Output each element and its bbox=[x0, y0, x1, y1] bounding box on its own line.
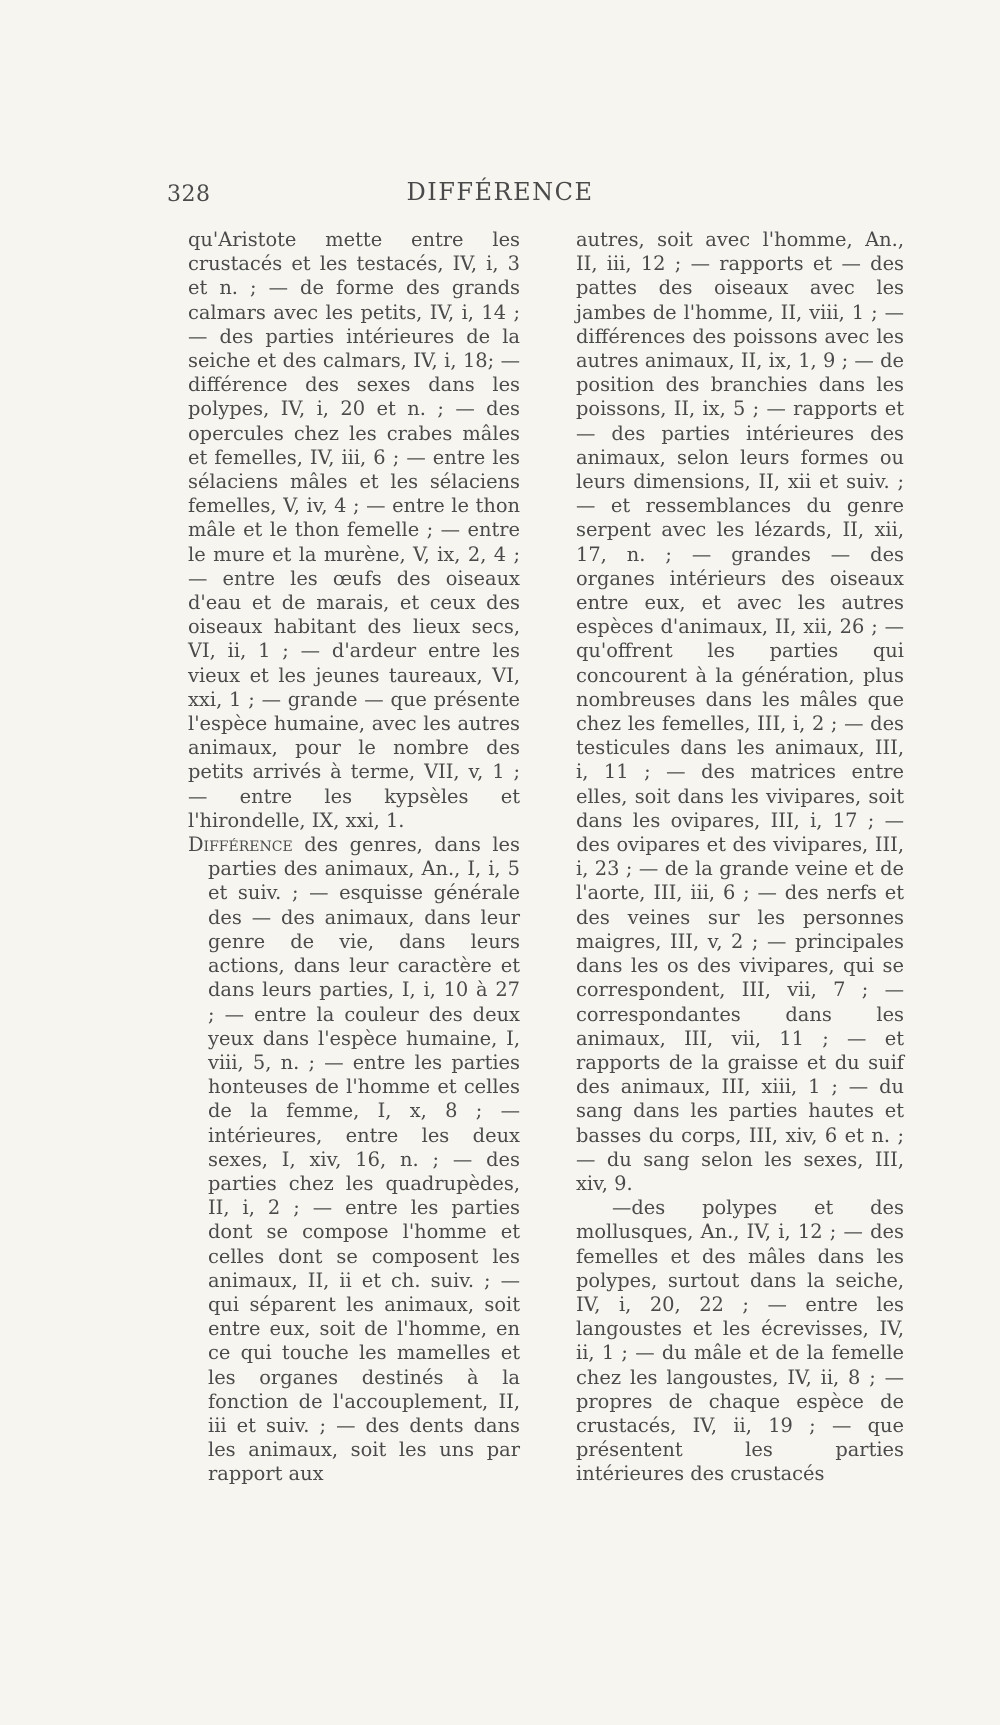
left-paragraph-continuation: qu'Aristote mette entre les crustacés et les testacés, IV, i, 3 et n. ; — de forme des grands calmars avec les petits, IV, i, 14 ; — des parties intérieures de la seiche et des calmars, IV, i, 18; — différence des sexes dans les polypes, IV, i, 20 et n. ; — des opercules chez les crabes mâles et femelles, IV, iii, 6 ; — entre les sélaciens mâles et les sélaciens femelles, V, iv, 4 ; — entre le thon mâle et le thon femelle ; — entre le mure et la murène, V, ix, 2, 4 ; — entre les œufs des oiseaux d'eau et de marais, et ceux des oiseaux habitant des lieux secs, VI, ii, 1 ; — d'ardeur entre les vieux et les jeunes taureaux, VI, xxi, 1 ; — grande — que présente l'espèce humaine, avec les autres animaux, pour le nombre des petits arrivés à terme, VII, v, 1 ; — entre les kypsèles et l'hirondelle, IX, xxi, 1. bbox=[188, 228, 520, 832]
entry-headword: Différence bbox=[188, 833, 293, 857]
right-paragraph-continuation: autres, soit avec l'homme, An., II, iii, 12 ; — rapports et — des pattes des oiseaux avec les jambes de l'homme, II, viii, 1 ; — différences des poissons avec les autres animaux, II, ix, 1, 9 ; — de position des branchies dans les poissons, II, ix, 5 ; — rapports et — des parties intérieures des animaux, selon leurs formes ou leurs dimensions, II, xii et suiv. ; — et ressemblances du genre serpent avec les lézards, II, xii, 17, n. ; — grandes — des organes intérieurs des oiseaux entre eux, et avec les autres espèces d'animaux, II, xii, 26 ; — qu'offrent les parties qui concourent à la génération, plus nombreuses dans les mâles que chez les femelles, III, i, 2 ; — des testicules dans les animaux, III, i, 11 ; — des matrices entre elles, soit dans les vivipares, soit dans les ovipares, III, i, 17 ; — des ovipares et des vivipares, III, i, 23 ; — de la grande veine et de l'aorte, III, iii, 6 ; — des nerfs et des veines sur les personnes maigres, III, v, 2 ; — principales dans les os des vivipares, qui se correspondent, III, vii, 7 ; — correspondantes dans les animaux, III, vii, 11 ; — et rapports de la graisse et du suif des animaux, III, xiii, 1 ; — du sang dans les parties hautes et basses du corps, III, xiv, 6 et n. ; — du sang selon les sexes, III, xiv, 9. bbox=[576, 228, 904, 1195]
running-title: DIFFÉRENCE bbox=[406, 178, 594, 206]
left-paragraph-entry bbox=[188, 833, 520, 1486]
left-column bbox=[188, 228, 520, 1487]
entry-text: des genres, dans les parties des animaux, An., I, i, 5 et suiv. ; — esquisse générale des — des animaux, dans leur genre de vie, dans leurs actions, dans leur caractère et dans leurs parties, I, i, 10 à 27 ; — entre la couleur des deux yeux dans l'espèce humaine, I, viii, 5, n. ; — entre les parties honteuses de l'homme et celles de la femme, I, x, 8 ; — intérieures, entre les deux sexes, I, xiv, 16, n. ; — des parties chez les quadrupèdes, II, i, 2 ; — entre les parties dont se compose l'homme et celles dont se composent les animaux, II, ii et ch. suiv. ; — qui séparent les animaux, soit entre eux, soit de l'homme, en ce qui touche les mamelles et les organes destinés à la fonction de l'accouplement, II, iii et suiv. ; — des dents dans les animaux, soit les uns par rapport aux bbox=[208, 833, 520, 1486]
page-number: 328 bbox=[167, 182, 211, 207]
right-paragraph-subentry: —des polypes et des mollusques, An., IV, i, 12 ; — des femelles et des mâles dans les polypes, surtout dans la seiche, IV, i, 20, 22 ; — entre les langoustes et les écrevisses, IV, ii, 1 ; — du mâle et de la femelle chez les langoustes, IV, ii, 8 ; — propres de chaque espèce de crustacés, IV, ii, 19 ; — que présentent les parties intérieures des crustacés bbox=[576, 1196, 904, 1486]
right-column bbox=[576, 228, 904, 1487]
